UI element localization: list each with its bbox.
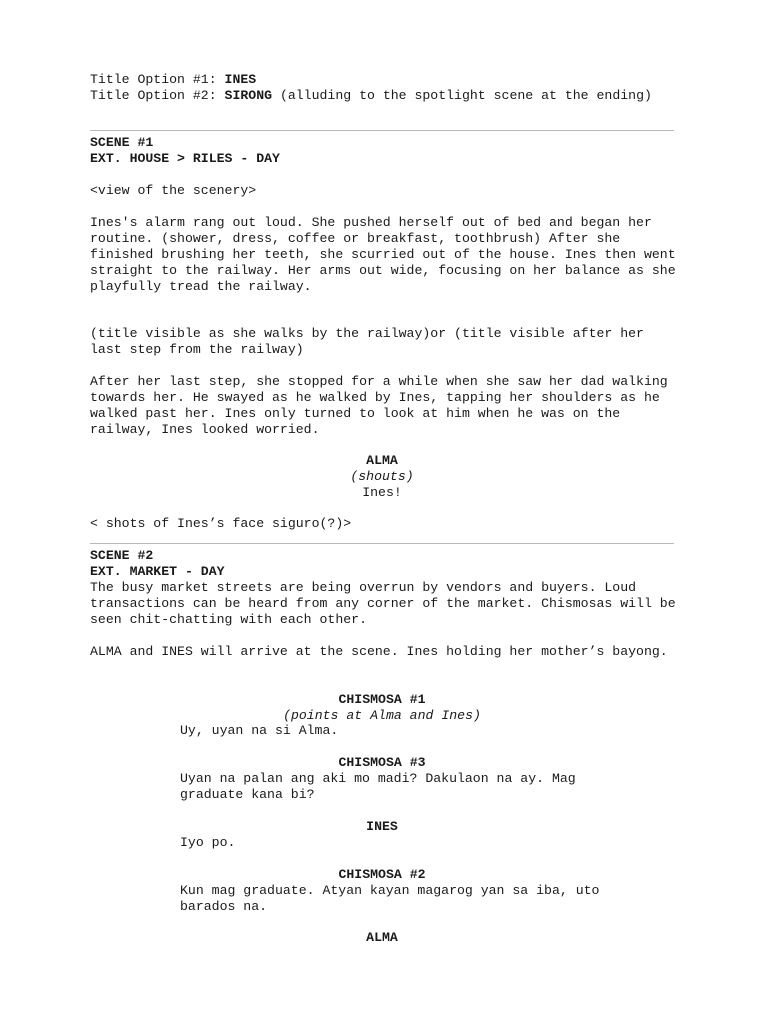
- title-option-2-note: (alluding to the spotlight scene at the ending): [272, 87, 652, 103]
- scene-1-action-1: Ines's alarm rang out loud. She pushed herself out of bed and began her routine. (shower, dress, coffee or breakfast, toothbrush) After she finished brushing her teeth, she scurried out of the house. Ines then went straight to the railway. Her arms out wide, focusing on her balance as she playfully tread the railway.: [90, 215, 684, 294]
- scene-1-dialogue-line: Ines!: [362, 485, 402, 500]
- dialogue-1-character: CHISMOSA #1: [338, 692, 426, 707]
- title-options: [90, 72, 680, 104]
- scene-1-action-2: (title visible as she walks by the railway)or (title visible after her last step from the railway): [90, 326, 652, 357]
- dialogue-4-character: CHISMOSA #2: [338, 867, 426, 882]
- dialogue-5-character: ALMA: [366, 930, 398, 945]
- title-option-1-value: INES: [224, 72, 257, 87]
- scene-2-action-2: ALMA and INES will arrive at the scene. Ines holding her mother’s bayong.: [90, 644, 668, 659]
- dialogue-4-line: Kun mag graduate. Atyan kayan magarog yan sa iba, uto barados na.: [180, 883, 608, 914]
- title-option-2-prefix: Title Option #2:: [90, 87, 225, 103]
- dialogue-1-line: Uy, uyan na si Alma.: [180, 723, 339, 738]
- scene-1-parenthetical: (shouts): [350, 469, 414, 484]
- divider-2: [90, 543, 674, 544]
- divider-1: [90, 130, 674, 131]
- dialogue-3-character: INES: [366, 819, 398, 834]
- dialogue-1-parenthetical: (points at Alma and Ines): [283, 708, 481, 723]
- dialogue-2-character: CHISMOSA #3: [338, 755, 426, 770]
- dialogue-3-line: Iyo po.: [180, 835, 236, 850]
- scene-1-character: ALMA: [366, 453, 398, 468]
- scene-1-view-note: <view of the scenery>: [90, 183, 257, 198]
- scene-2-action-1: The busy market streets are being overrun by vendors and buyers. Loud transactions can be heard from any corner of the market. Chismosas will be seen chit-chatting with each other.: [90, 580, 684, 627]
- dialogue-2-line: Uyan na palan ang aki mo madi? Dakulaon na ay. Mag graduate kana bi?: [180, 771, 584, 802]
- title-option-1-prefix: Title Option #1:: [90, 72, 225, 87]
- scene-2-number: SCENE #2: [90, 548, 154, 563]
- scene-1-heading: EXT. HOUSE > RILES - DAY: [90, 151, 280, 166]
- scene-1-number: SCENE #1: [90, 135, 154, 150]
- scene-2-heading: EXT. MARKET - DAY: [90, 564, 225, 579]
- scene-1-shot-note: < shots of Ines’s face siguro(?)>: [90, 516, 352, 531]
- title-option-2-value: SIRONG: [224, 87, 273, 103]
- scene-1-action-3: After her last step, she stopped for a while when she saw her dad walking towards her. He swayed as he walked by Ines, tapping her shoulders as he walked past her. Ines only turned to look at him when he was on the railway, Ines looked worried.: [90, 374, 676, 437]
